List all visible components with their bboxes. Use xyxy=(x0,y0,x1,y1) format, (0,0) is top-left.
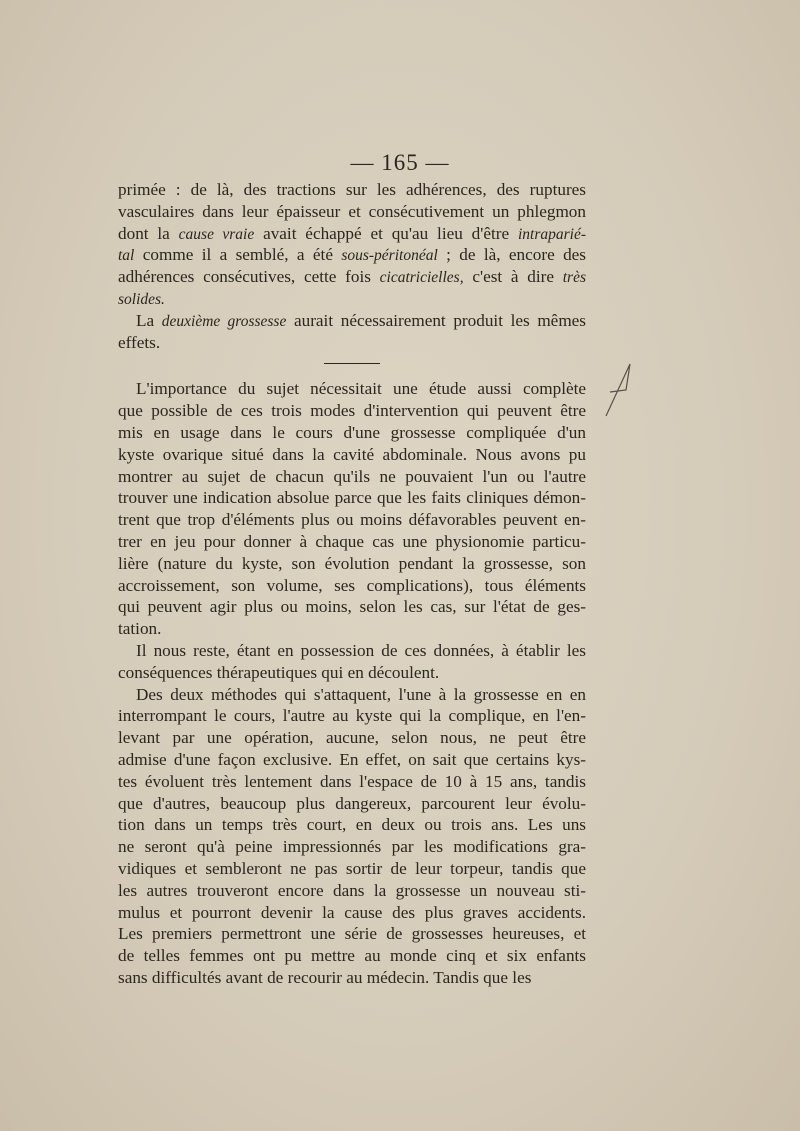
text-line: qui peuvent agir plus ou moins, selon les cas, sur l'état de ges- xyxy=(118,597,586,617)
text-line: Les premiers permettront une série de grossesses heureuses, et xyxy=(118,924,586,944)
text-line: que d'autres, beaucoup plus dangereux, parcourent leur évolu- xyxy=(118,793,586,813)
text-line: kyste ovarique situé dans la cavité abdominale. Nous avons pu xyxy=(118,444,586,464)
italic-run: cicatricielles, xyxy=(379,269,464,287)
text-line: lière (nature du kyste, son évolution pendant la grossesse, son xyxy=(118,553,586,573)
text-line: ne seront qu'à peine impressionnés par les modifications gra- xyxy=(118,837,586,857)
text-line: trer en jeu pour donner à chaque cas une physionomie particu- xyxy=(118,531,586,551)
text-run: avait échappé et qu'au lieu d'être xyxy=(254,223,518,243)
text-line: trent que trop d'éléments plus ou moins défavorables peuvent en- xyxy=(118,510,586,530)
paragraph xyxy=(118,684,586,989)
text-line: levant par une opération, aucune, selon nous, ne peut être xyxy=(118,728,586,748)
text-line: effets. xyxy=(118,332,161,352)
body-text xyxy=(118,179,586,989)
italic-run: solides. xyxy=(118,290,165,308)
text-run: aurait nécessairement produit les mêmes xyxy=(286,310,586,330)
text-line xyxy=(118,310,586,332)
text-run: adhérences consécutives, cette fois xyxy=(118,267,380,287)
italic-run: très xyxy=(562,269,586,287)
text-line: accroissement, son volume, ses complications), tous éléments xyxy=(118,575,586,595)
text-line: trouver une indication absolue parce que les faits cliniques démon- xyxy=(118,488,586,508)
text-line: admise d'une façon exclusive. En effet, on sait que certains kys- xyxy=(118,749,586,769)
paragraph xyxy=(118,640,586,684)
text-run: comme il a semblé, a été xyxy=(134,245,342,265)
paragraph xyxy=(118,378,586,640)
text-line: tation. xyxy=(118,619,162,639)
text-line: sans difficultés avant de recourir au médecin. Tandis que les xyxy=(118,967,532,987)
text-line: montrer au sujet de chacun qu'ils ne pouvaient l'un ou l'autre xyxy=(118,466,586,486)
text-line: interrompant le cours, l'autre au kyste qui la complique, en l'en- xyxy=(118,706,586,726)
italic-run: intraparié- xyxy=(517,225,586,243)
text-line xyxy=(118,266,586,288)
text-line: mis en usage dans le cours d'une grossesse compliquée d'un xyxy=(118,422,586,442)
section-separator xyxy=(324,363,380,364)
text-line: primée : de là, des tractions sur les adhérences, des ruptures xyxy=(118,180,586,199)
italic-run: tal xyxy=(118,247,135,265)
text-line: vasculaires dans leur épaisseur et consécutivement un phlegmon xyxy=(118,201,586,221)
italic-run: sous-péritonéal xyxy=(341,247,438,265)
text-run: c'est à dire xyxy=(463,267,563,287)
text-line: vidiques et sembleront ne pas sortir de leur torpeur, tandis que xyxy=(118,858,586,878)
text-line xyxy=(118,244,586,266)
text-run: dont la xyxy=(118,223,179,243)
page-number: — 165 — xyxy=(350,150,450,175)
italic-run: deuxième grossesse xyxy=(161,312,287,330)
text-run: La xyxy=(136,310,162,330)
text-run: ; de là, encore des xyxy=(437,245,586,265)
text-line: de telles femmes ont pu mettre au monde cinq et six enfants xyxy=(118,946,586,966)
paragraph xyxy=(118,179,586,310)
text-line: que possible de ces trois modes d'intervention qui peuvent être xyxy=(118,401,586,421)
text-line: Il nous reste, étant en possession de ces données, à établir les xyxy=(136,640,586,660)
text-line: tes évoluent très lentement dans l'espace de 10 à 15 ans, tandis xyxy=(118,771,586,791)
text-line: conséquences thérapeutiques qui en découlent. xyxy=(118,662,440,682)
italic-run: cause vraie xyxy=(178,225,255,243)
pencil-annotation-mark xyxy=(596,362,636,422)
paragraph xyxy=(118,310,586,354)
text-line xyxy=(118,223,586,245)
text-line: les autres trouveront encore dans la grossesse un nouveau sti- xyxy=(118,880,586,900)
text-line xyxy=(118,288,586,310)
text-line: mulus et pourront devenir la cause des plus graves accidents. xyxy=(118,902,586,922)
text-line: Des deux méthodes qui s'attaquent, l'une à la grossesse en en xyxy=(136,684,586,704)
text-line: L'importance du sujet nécessitait une étude aussi complète xyxy=(136,379,586,399)
text-line: tion dans un temps très court, en deux ou trois ans. Les uns xyxy=(118,815,586,835)
